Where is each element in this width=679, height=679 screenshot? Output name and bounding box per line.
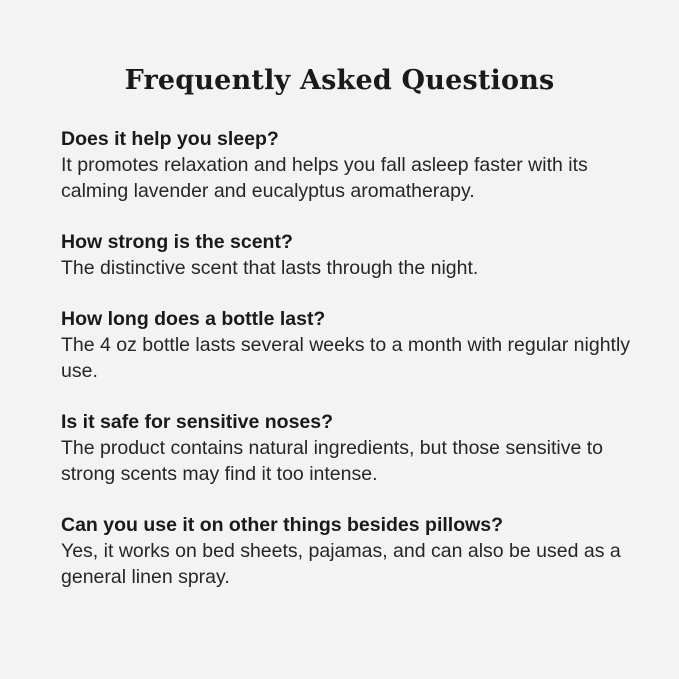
faq-answer: It promotes relaxation and helps you fall asleep faster with its calming lavender and eucalyptus aromatherapy. bbox=[61, 154, 588, 202]
faq-item-sleep bbox=[61, 126, 641, 204]
faq-item-sensitive-noses bbox=[61, 409, 641, 487]
faq-answer: Yes, it works on bed sheets, pajamas, and can also be used as a general linen spray. bbox=[61, 540, 621, 588]
faq-item-other-uses bbox=[61, 512, 641, 590]
faq-question: How long does a bottle last? bbox=[61, 308, 326, 330]
faq-question: Is it safe for sensitive noses? bbox=[61, 411, 334, 433]
faq-item-bottle-duration bbox=[61, 306, 641, 384]
faq-question: Can you use it on other things besides pillows? bbox=[61, 514, 504, 536]
faq-answer: The distinctive scent that lasts through the night. bbox=[61, 257, 479, 279]
page-title: Frequently Asked Questions bbox=[124, 65, 555, 97]
faq-question: How strong is the scent? bbox=[61, 231, 293, 253]
faq-answer: The 4 oz bottle lasts several weeks to a month with regular nightly use. bbox=[61, 334, 631, 382]
faq-list bbox=[61, 126, 641, 590]
faq-question: Does it help you sleep? bbox=[61, 128, 279, 150]
faq-item-scent-strength bbox=[61, 229, 641, 281]
faq-answer: The product contains natural ingredients, but those sensitive to strong scents may find it too intense. bbox=[61, 437, 603, 485]
